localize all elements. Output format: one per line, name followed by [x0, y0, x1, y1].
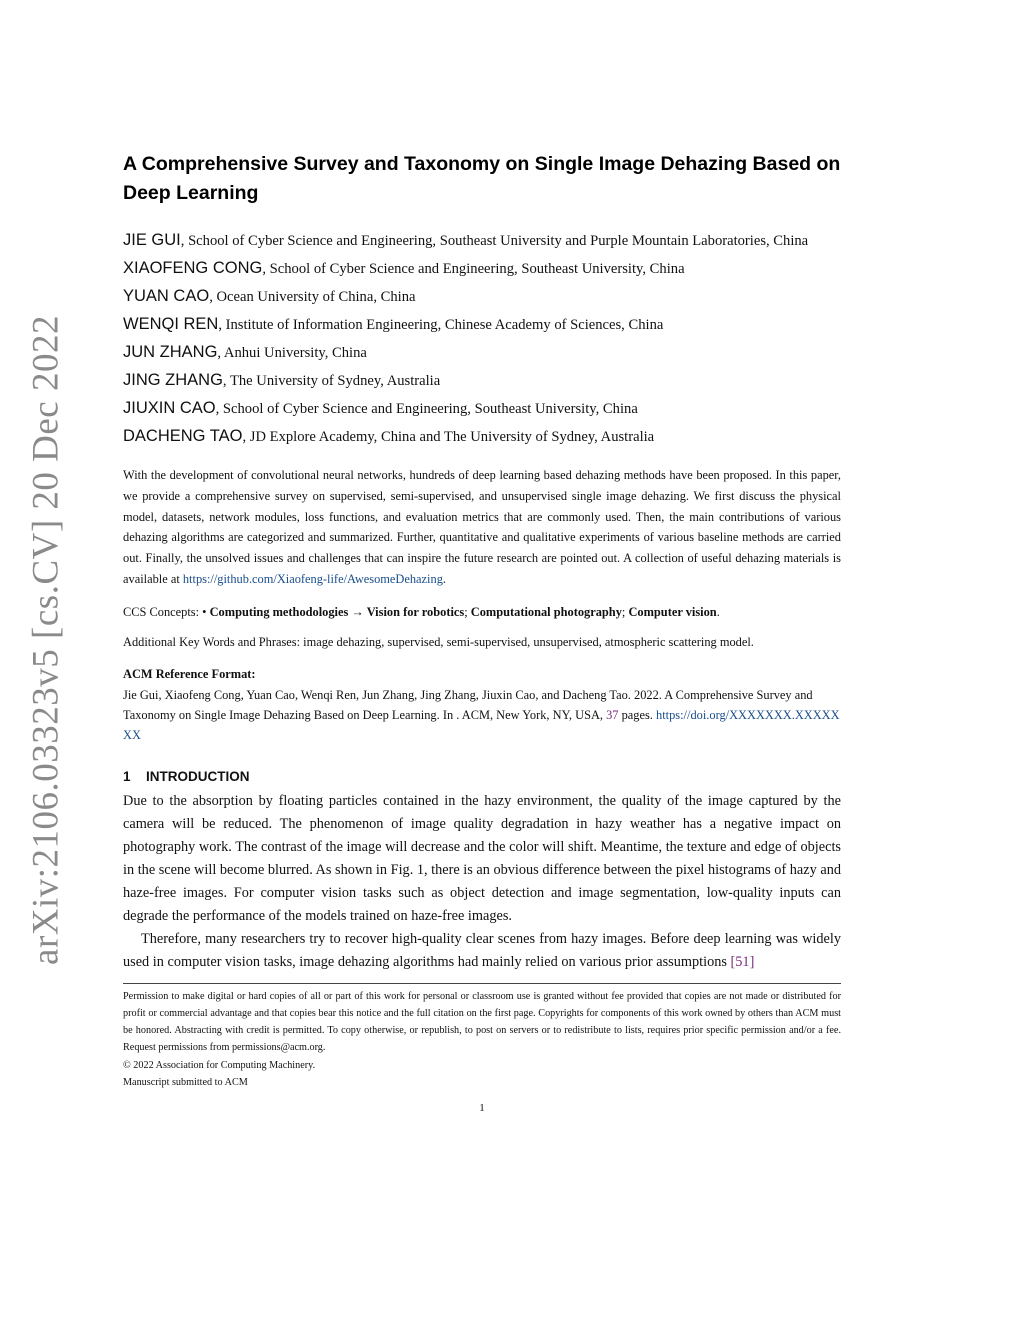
author-name: JING ZHANG: [123, 371, 223, 389]
footnote-divider: [123, 983, 841, 984]
author-affiliation: The University of Sydney, Australia: [229, 373, 441, 389]
author-list: [123, 227, 841, 451]
author-affiliation: Institute of Information Engineering, Chinese Academy of Sciences, China: [225, 317, 664, 333]
author-entry: JIE GUI, School of Cyber Science and Engineering, Southeast University and Purple Mountain Laboratories, China: [123, 231, 809, 249]
intro-paragraph-2: [123, 928, 841, 974]
author-name: JUN ZHANG: [123, 343, 218, 361]
paper-page: [123, 150, 841, 1091]
reference-heading: ACM Reference Format:: [123, 667, 256, 682]
author-entry: JING ZHANG, The University of Sydney, Australia: [123, 371, 441, 389]
page-count-link[interactable]: 37: [606, 708, 619, 723]
reference-format: [123, 685, 841, 745]
abstract: [123, 465, 841, 590]
footnote-permission: Permission to make digital or hard copies of all or part of this work for personal or classroom use is granted without fee provided that copies are not made or distributed for profit or commercial advantage and that copies bear this notice and the full citation on the first page. Copyrights for components of this work owned by others than ACM must be honored. Abstracting with credit is permitted. To copy otherwise, or republish, to post on servers or to redistribute to lists, requires prior specific permission and/or a fee. Request permissions from permissions@acm.org.: [123, 991, 841, 1054]
footnote-manuscript: Manuscript submitted to ACM: [123, 1077, 248, 1089]
author-name: DACHENG TAO: [123, 427, 243, 445]
author-name: YUAN CAO: [123, 287, 210, 305]
ccs-separator: ;: [621, 605, 629, 620]
abstract-end: .: [442, 571, 447, 586]
keywords: Additional Key Words and Phrases: image dehazing, supervised, semi-supervised, unsupervised, atmospheric scattering model.: [123, 635, 754, 650]
doi-link[interactable]: https://doi.org/XXXXXXX.XXXXXXX: [123, 708, 840, 743]
author-entry: WENQI REN, Institute of Information Engineering, Chinese Academy of Sciences, China: [123, 315, 664, 333]
author-entry: YUAN CAO, Ocean University of China, China: [123, 287, 416, 305]
arxiv-id: arXiv:2106.03323v5 [cs.CV] 20 Dec 2022: [25, 315, 67, 965]
footnote-copyright: © 2022 Association for Computing Machinery.: [123, 1060, 316, 1072]
author-affiliation: School of Cyber Science and Engineering, Southeast University and Purple Mountain Laboratories, China: [188, 233, 809, 249]
author-entry: JIUXIN CAO, School of Cyber Science and Engineering, Southeast University, China: [123, 399, 638, 417]
author-affiliation: Anhui University, China: [223, 345, 367, 361]
author-affiliation: School of Cyber Science and Engineering, Southeast University, China: [269, 261, 685, 277]
section-number: 1: [123, 769, 131, 785]
author-entry: XIAOFENG CONG, School of Cyber Science and Engineering, Southeast University, China: [123, 259, 685, 277]
ccs-concepts: [123, 602, 841, 622]
author-entry: JUN ZHANG, Anhui University, China: [123, 343, 367, 361]
author-name: XIAOFENG CONG: [123, 259, 263, 277]
abstract-text: With the development of convolutional neural networks, hundreds of deep learning based dehazing methods have been proposed. In this paper, we provide a comprehensive survey on supervised, semi-supervised, and unsupervised single image dehazing. We first discuss the physical model, datasets, network modules, loss functions, and evaluation metrics that are commonly used. Then, the main contributions of various dehazing algorithms are categorized and summarized. Further, quantitative and qualitative experiments of various baseline methods are carried out. Finally, the unsolved issues and challenges that can inspire the future research are pointed out. A collection of useful dehazing materials is available at: [123, 468, 841, 586]
ccs-end: .: [716, 605, 720, 620]
author-affiliation: School of Cyber Science and Engineering, Southeast University, China: [222, 401, 638, 417]
ccs-separator: ;: [464, 605, 471, 620]
author-name: JIE GUI: [123, 231, 181, 249]
reference-text: Jie Gui, Xiaofeng Cong, Yuan Cao, Wenqi Ren, Jun Zhang, Jing Zhang, Jiuxin Cao, and Dacheng Tao. 2022. A Comprehensive Survey and Taxonomy on Single Image Dehazing Based on Deep Learning. In . ACM, New York, NY, USA,: [123, 688, 813, 723]
ccs-concept: Computational photography: [470, 605, 622, 620]
author-entry: DACHENG TAO, JD Explore Academy, China and The University of Sydney, Australia: [123, 427, 655, 445]
github-link[interactable]: https://github.com/Xiaofeng-life/AwesomeDehazing: [182, 571, 443, 586]
page-number: 1: [479, 1102, 485, 1114]
ccs-concept: Computer vision: [628, 605, 717, 620]
paragraph-text: Therefore, many researchers try to recover high-quality clear scenes from hazy images. Before deep learning was widely used in computer vision tasks, image dehazing algorithms had mainly relied on various prior assumptions: [123, 931, 841, 971]
section-title: INTRODUCTION: [146, 769, 250, 785]
reference-pages-suffix: pages.: [618, 708, 657, 723]
author-name: JIUXIN CAO: [123, 399, 216, 417]
arxiv-sidebar-stamp: [18, 315, 74, 965]
author-affiliation: JD Explore Academy, China and The University of Sydney, Australia: [249, 429, 655, 445]
section-heading: [123, 769, 841, 784]
author-affiliation: Ocean University of China, China: [216, 289, 416, 305]
intro-paragraph-1: Due to the absorption by floating particles contained in the hazy environment, the quality of the image captured by the camera will be reduced. The phenomenon of image quality degradation in hazy weather has a negative impact on photography work. The contrast of the image will decrease and the color will shift. Meantime, the texture and edge of objects in the scene will become blurred. As shown in Fig. 1, there is an obvious difference between the pixel histograms of hazy and haze-free images. For computer vision tasks such as object detection and image segmentation, low-quality inputs can degrade the performance of the models trained on haze-free images.: [123, 793, 841, 925]
author-name: WENQI REN: [123, 315, 219, 333]
citation-link[interactable]: [51]: [730, 954, 755, 971]
ccs-label: CCS Concepts: •: [123, 605, 210, 620]
ccs-concept: Computing methodologies → Vision for robotics: [209, 605, 465, 620]
paper-title: A Comprehensive Survey and Taxonomy on Single Image Dehazing Based on Deep Learning: [123, 153, 841, 204]
